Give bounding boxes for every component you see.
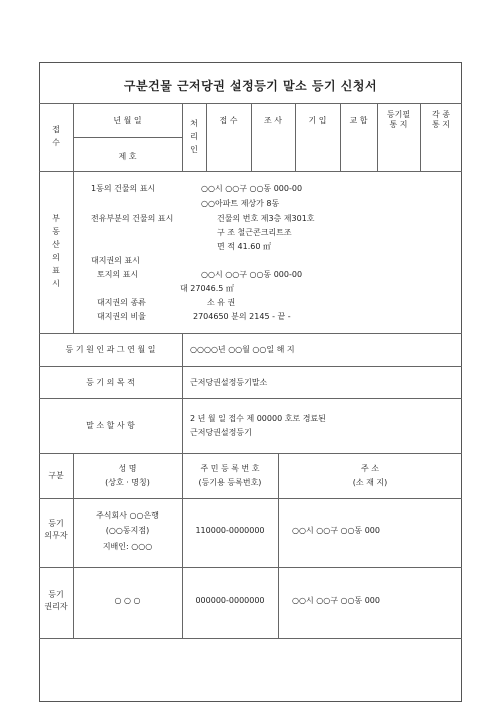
obligor-label-line1: 등기	[48, 519, 64, 528]
purpose-value: 근저당권설정등기말소	[190, 378, 268, 387]
rule-holder-bottom	[39, 638, 462, 639]
obligor-id: 110000-0000000	[195, 526, 265, 535]
rule-col1-right	[251, 103, 252, 171]
property-line-label: 대지권의 비율	[97, 312, 146, 321]
column-registration-notice: 등기필 통 지	[386, 110, 411, 129]
property-line-label: 대지권의 표시	[91, 256, 140, 265]
property-line-value: 대 27046.5 ㎡	[180, 284, 234, 293]
property-line-value: 소 유 권	[207, 298, 236, 307]
rule-property-bottom	[39, 333, 462, 334]
rule-property-label-right	[73, 171, 74, 333]
rule-cancel-bottom	[39, 453, 462, 454]
cancel-value-line1: 2 년 월 일 접수 제 00000 호로 경료된	[190, 414, 326, 423]
party-col-address-line1: 주 소	[361, 464, 379, 473]
column-other-notice: 각 종 통 지	[432, 110, 450, 129]
property-line-label: 1동의 건물의 표시	[91, 184, 156, 193]
rule-col3-right	[340, 103, 341, 171]
party-col-address-line2: (소 재 지)	[352, 478, 388, 487]
rule-purpose-bottom	[39, 398, 462, 399]
party-col-name-line2: (상호 · 명칭)	[105, 478, 150, 487]
obligor-name-line3: 지배인: ○○○	[102, 542, 153, 551]
cause-label: 등 기 원 인 과 그 연 월 일	[65, 345, 156, 354]
holder-name: ○ ○ ○	[114, 596, 141, 605]
property-line-label: 전유부분의 건물의 표시	[91, 214, 174, 223]
column-review: 조 사	[264, 116, 282, 125]
property-line-value: 구 조 철근콘크리트조	[217, 228, 292, 237]
rule-receipt-date-right	[182, 103, 183, 171]
rule-process-right	[206, 103, 207, 171]
property-label: 부 동 산 의 표 시	[52, 214, 60, 288]
holder-label-line2: 권리자	[44, 602, 68, 611]
property-line-value: 2704650 분의 2145 - 끝 -	[193, 312, 291, 321]
receipt-label: 접 수	[52, 125, 60, 147]
obligor-name-line1: 주식회사 ○○은행	[96, 511, 159, 520]
property-line-label: 대지권의 종류	[97, 298, 146, 307]
holder-label-line1: 등기	[48, 590, 64, 599]
holder-id: 000000-0000000	[195, 596, 265, 605]
obligor-label-line2: 의무자	[44, 531, 68, 540]
party-col-id-line2: (등기용 등록번호)	[198, 478, 262, 487]
obligor-name-line2: (○○동지점)	[105, 526, 150, 535]
rule-receipt-bottom	[39, 171, 462, 172]
property-line-value: ○○시 ○○구 ○○동 000-00	[201, 270, 303, 279]
rule-obligor-bottom	[39, 567, 462, 568]
property-line-label: 토지의 표시	[97, 270, 139, 279]
receipt-number-header: 제 호	[118, 152, 137, 161]
rule-col2-right	[295, 103, 296, 171]
rule-cause-bottom	[39, 366, 462, 367]
rule-info-label-right	[182, 333, 183, 453]
holder-address: ○○시 ○○구 ○○동 000	[292, 596, 380, 605]
obligor-address: ○○시 ○○구 ○○동 000	[292, 526, 380, 535]
column-entry: 기 입	[308, 116, 327, 125]
process-seal-label: 처 리 인	[190, 119, 198, 154]
rule-receipt-mid	[73, 137, 182, 138]
property-line-value: 건물의 번호 제3층 제301호	[217, 214, 315, 223]
cancel-label: 말 소 할 사 항	[86, 421, 135, 430]
rule-party-header-bottom	[39, 498, 462, 499]
form-title: 구분건물 근저당권 설정등기 말소 등기 신청서	[123, 79, 378, 93]
column-verify: 교 합	[349, 116, 368, 125]
property-line-value: ○○아파트 제상가 8동	[201, 199, 280, 208]
receipt-date-header: 년 월 일	[113, 116, 142, 125]
party-col-category: 구분	[48, 471, 64, 480]
party-col-id-line1: 주 민 등 록 번 호	[200, 464, 260, 473]
property-line-value: ○○시 ○○구 ○○동 000-00	[201, 184, 303, 193]
party-col-name-line1: 성 명	[118, 464, 137, 473]
column-receipt: 접 수	[219, 116, 238, 125]
cause-value: ○○○○년 ○○월 ○○일 해 지	[190, 345, 295, 354]
property-line-value: 면 적 41.60 ㎡	[217, 242, 271, 251]
cancel-value-line2: 근저당권설정등기	[190, 428, 252, 437]
purpose-label: 등 기 의 목 적	[86, 378, 135, 387]
